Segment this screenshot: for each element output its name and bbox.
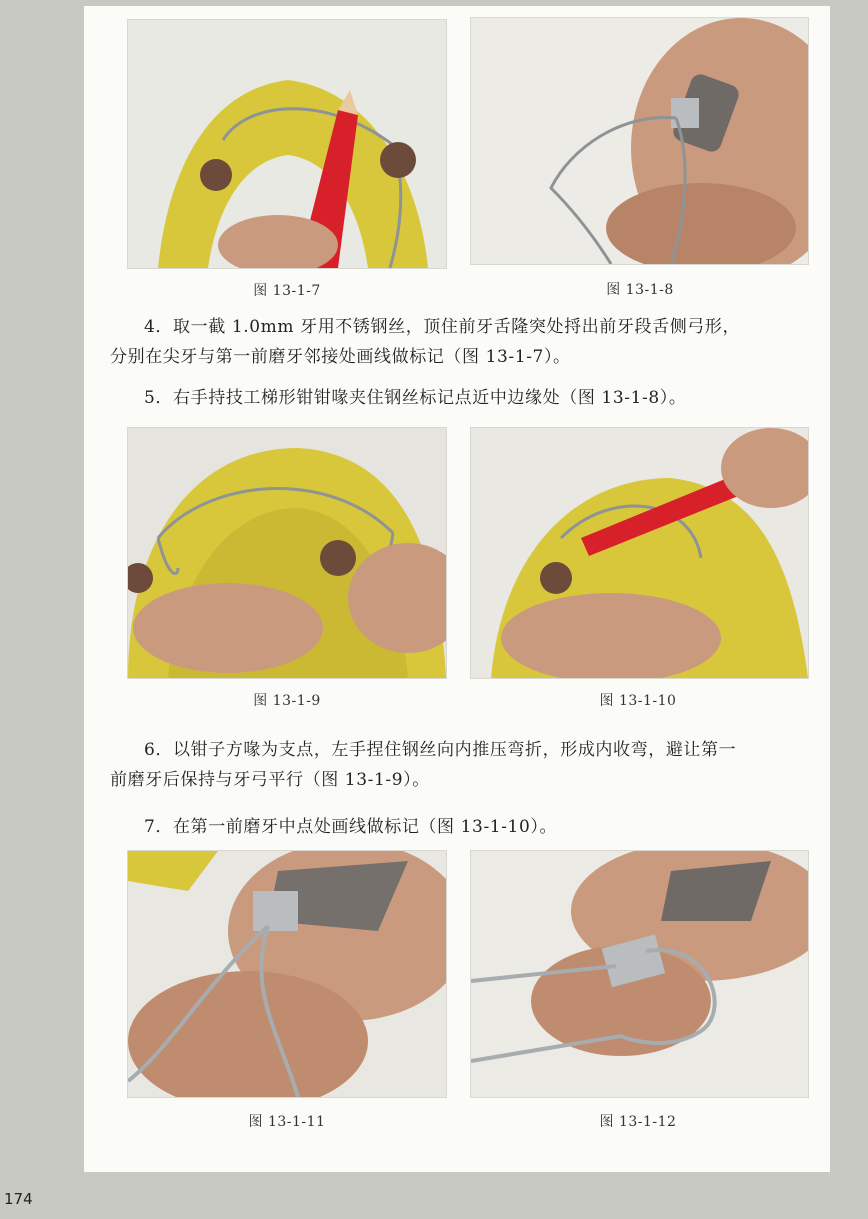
figure-caption: 图 13-1-11	[248, 1114, 326, 1130]
figure-caption: 图 13-1-8	[606, 282, 674, 298]
figure-caption: 图 13-1-9	[253, 693, 321, 709]
paragraph-line: 前磨牙后保持与牙弓平行（图 13-1-9）。	[110, 770, 430, 790]
photo-fig-13-1-11	[128, 851, 446, 1097]
paragraph-step-4	[110, 312, 830, 372]
photo-fig-13-1-9	[128, 428, 446, 678]
photo-fig-13-1-8	[471, 18, 808, 264]
photo-fig-13-1-7	[128, 20, 446, 268]
paragraph-step-7	[110, 812, 830, 842]
paragraph-line: 分别在尖牙与第一前磨牙邻接处画线做标记（图 13-1-7）。	[110, 347, 571, 367]
paragraph-line: 5．右手持技工梯形钳钳喙夹住钢丝标记点近中边缘处（图 13-1-8）。	[144, 388, 687, 408]
paragraph-step-5	[110, 383, 830, 413]
paragraph-step-6	[110, 735, 830, 795]
photo-fig-13-1-10	[471, 428, 808, 678]
paragraph-line: 6．以钳子方喙为支点，左手捏住钢丝向内推压弯折，形成内收弯，避让第一	[144, 740, 737, 760]
figure-caption: 图 13-1-12	[599, 1114, 677, 1130]
photo-fig-13-1-12	[471, 851, 808, 1097]
paragraph-line: 4．取一截 1.0mm 牙用不锈钢丝，顶住前牙舌隆突处捋出前牙段舌侧弓形，	[144, 317, 741, 337]
figure-caption: 图 13-1-10	[599, 693, 677, 709]
paragraph-line: 7．在第一前磨牙中点处画线做标记（图 13-1-10）。	[144, 817, 558, 837]
figure-caption: 图 13-1-7	[253, 283, 321, 299]
page-number: 174	[4, 1190, 33, 1208]
